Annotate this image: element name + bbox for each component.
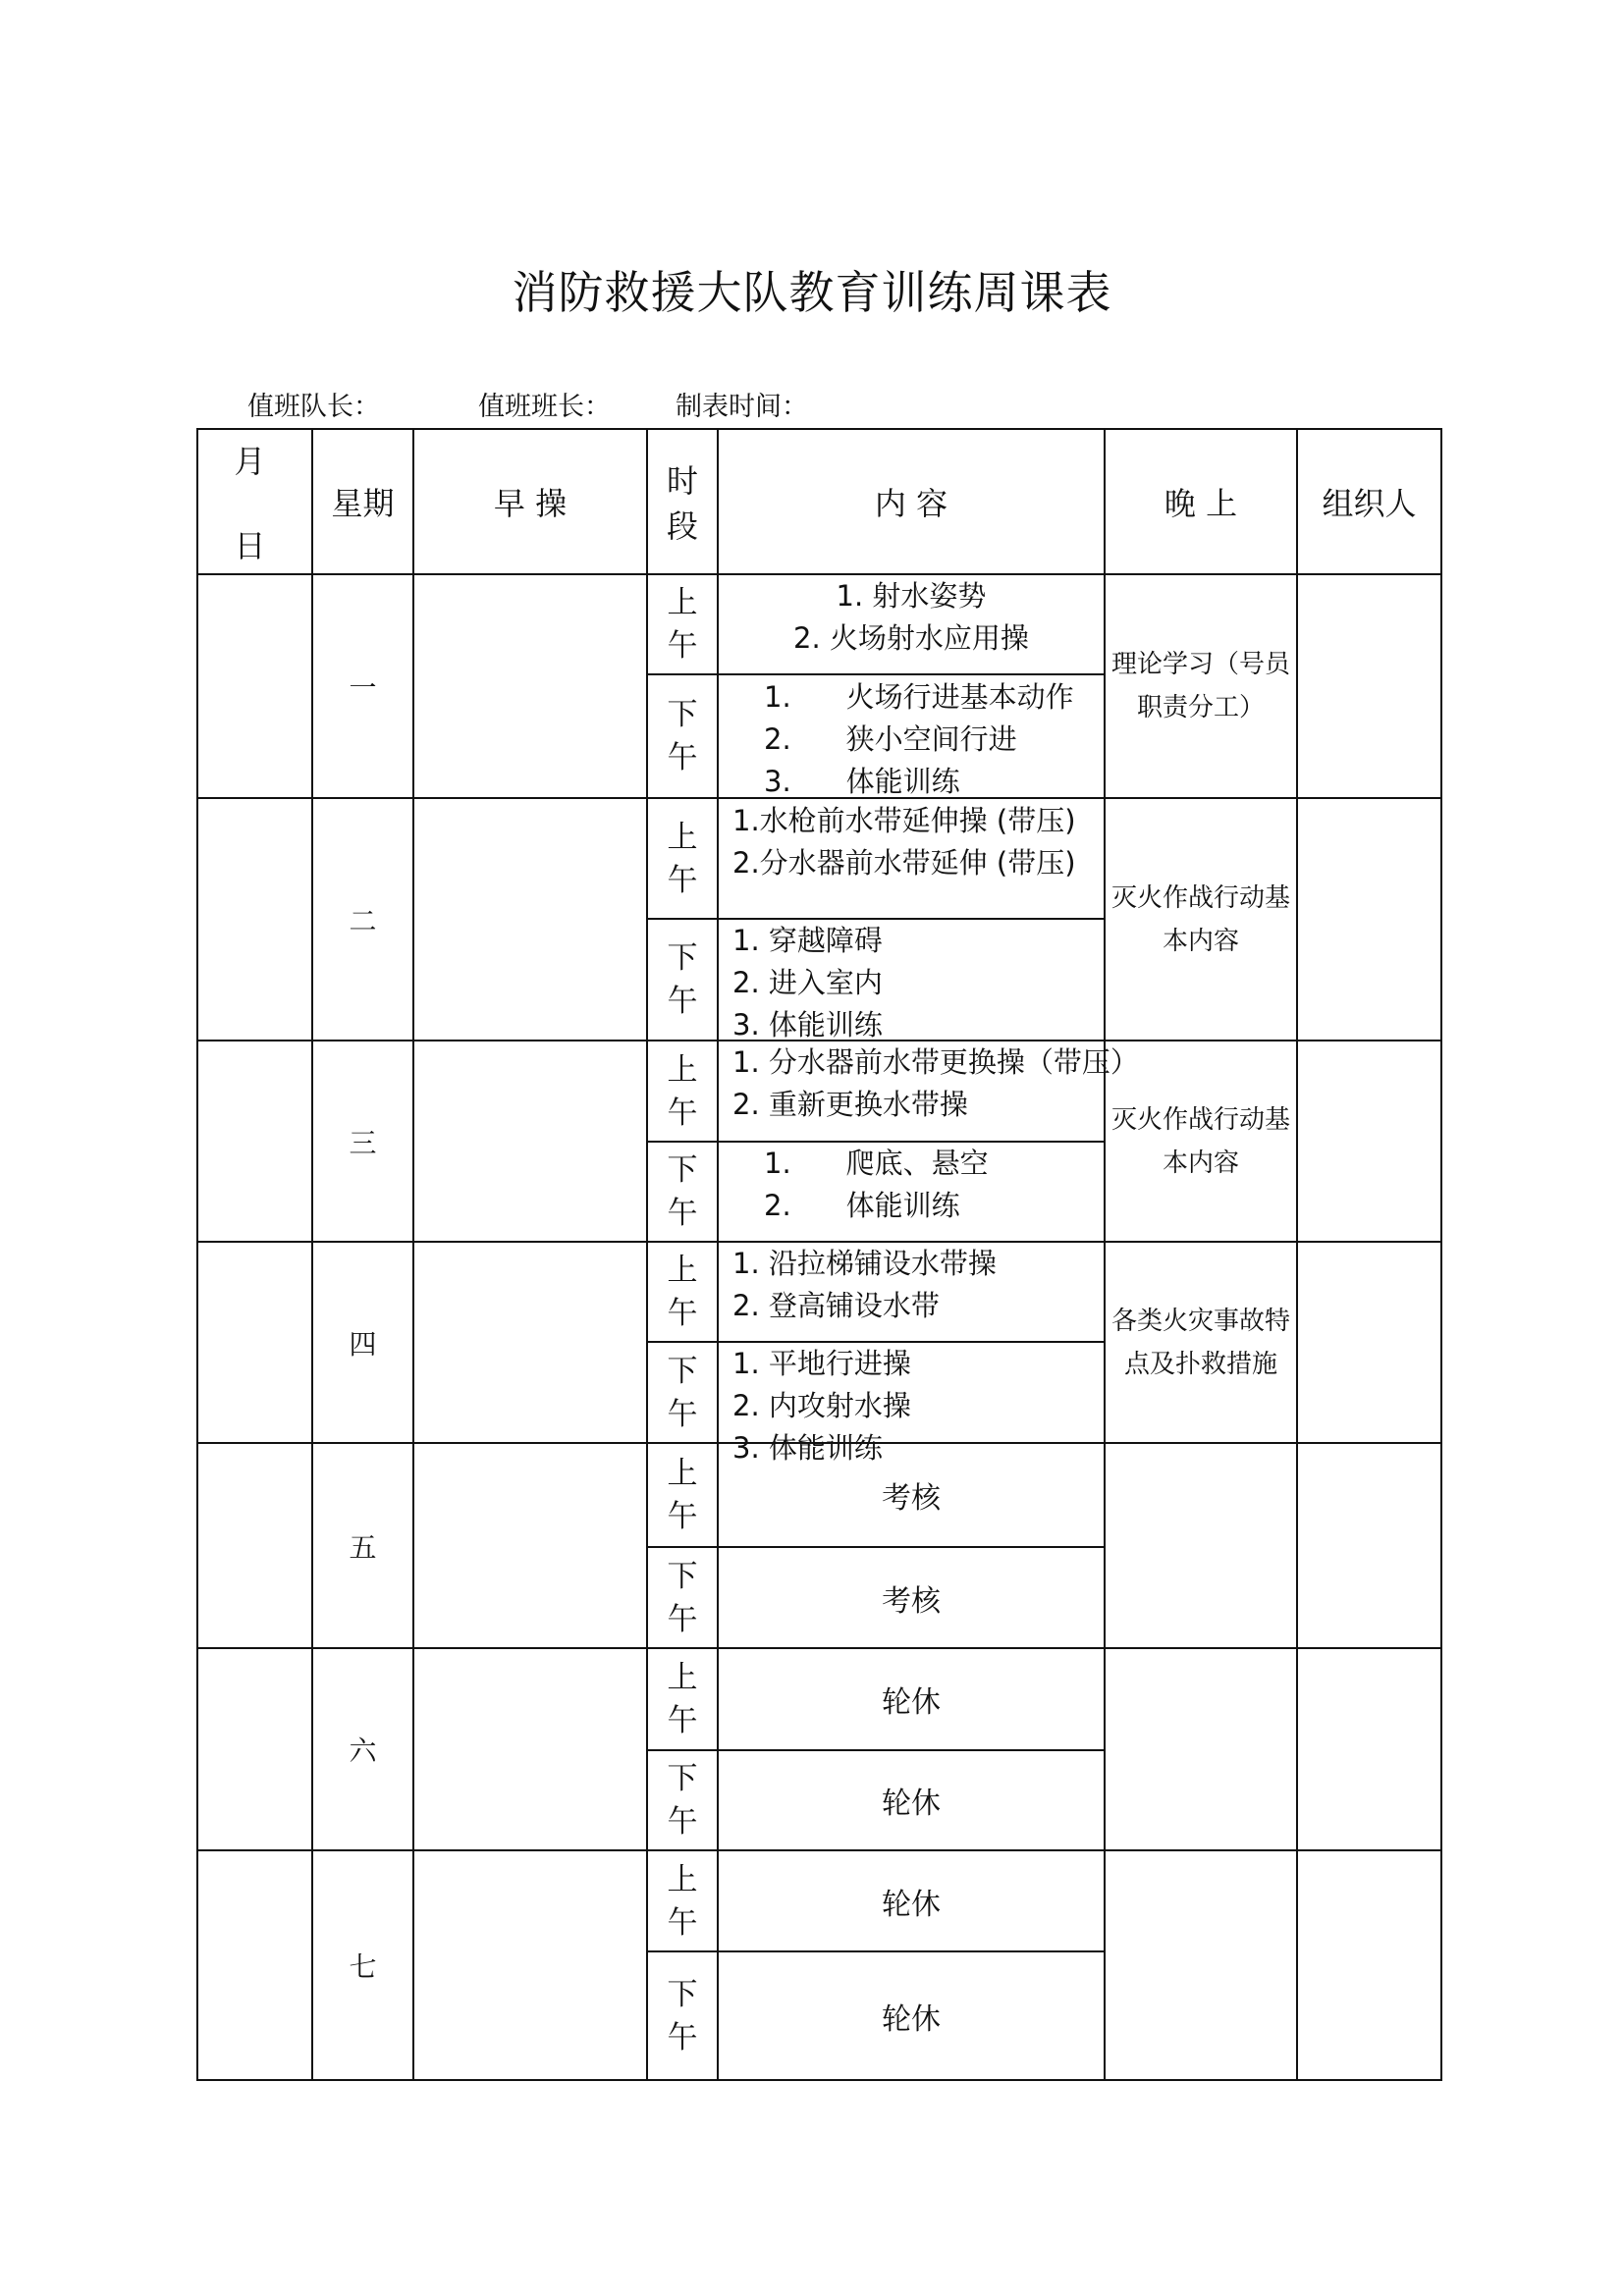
period-header-2: 段 <box>666 507 698 545</box>
morning-exercise-cell <box>413 1242 647 1443</box>
table-row <box>197 1850 1441 1951</box>
period-pm: 下 午 <box>647 1142 718 1242</box>
weekday-header: 星期 <box>312 429 413 574</box>
morning-exercise-cell <box>413 574 647 798</box>
content-header: 内 容 <box>718 429 1105 574</box>
content-item: 1. 平地行进操 <box>732 1347 911 1380</box>
content-item: 1. 爬底、悬空 <box>764 1147 989 1180</box>
organizer-cell <box>1297 1242 1441 1443</box>
evening-cell: 灭火作战行动基本内容 <box>1105 798 1297 1041</box>
organizer-cell <box>1297 1850 1441 2080</box>
period-pm: 下 午 <box>647 1750 718 1850</box>
table-date-label: 制表时间： <box>676 392 808 422</box>
organizer-cell <box>1297 798 1441 1041</box>
organizer-cell <box>1297 1648 1441 1850</box>
content-am: 考核 <box>718 1443 1105 1547</box>
period-pm: 下 午 <box>647 1547 718 1648</box>
month-header: 月 <box>234 443 266 480</box>
weekday-cell: 一 <box>312 574 413 798</box>
table-header-row <box>197 429 1441 574</box>
weekday-cell: 三 <box>312 1041 413 1242</box>
content-am <box>718 574 1105 674</box>
period-am: 上 午 <box>647 1850 718 1951</box>
weekday-cell: 四 <box>312 1242 413 1443</box>
morning-exercise-cell <box>413 1041 647 1242</box>
table-row <box>197 798 1441 919</box>
content-item: 2. 火场射水应用操 <box>793 621 1029 655</box>
evening-cell: 灭火作战行动基本内容 <box>1105 1041 1297 1242</box>
date-cell <box>197 1443 312 1648</box>
weekday-cell: 五 <box>312 1443 413 1648</box>
evening-header: 晚 上 <box>1105 429 1297 574</box>
content-am: 轮休 <box>718 1850 1105 1951</box>
content-item: 1. 沿拉梯铺设水带操 <box>732 1247 997 1280</box>
content-pm <box>718 674 1105 798</box>
content-item: 2.分水器前水带延伸 (带压) <box>732 845 1076 880</box>
content-pm: 轮休 <box>718 1951 1105 2080</box>
content-item: 2. 体能训练 <box>764 1189 960 1222</box>
content-pm <box>718 919 1105 1041</box>
content-item: 2. 内攻射水操 <box>732 1389 911 1422</box>
period-am: 上 午 <box>647 574 718 674</box>
content-item: 3. 体能训练 <box>732 1008 883 1041</box>
content-item: 1. 火场行进基本动作 <box>764 680 1074 714</box>
period-am: 上 午 <box>647 1648 718 1750</box>
organizer-cell <box>1297 1443 1441 1648</box>
content-item: 1. 穿越障碍 <box>732 924 883 957</box>
table-row <box>197 574 1441 674</box>
organizer-header: 组织人 <box>1297 429 1441 574</box>
period-am: 上 午 <box>647 1242 718 1342</box>
content-item: 1. 射水姿势 <box>836 579 987 613</box>
evening-cell: 理论学习（号员职责分工） <box>1105 574 1297 798</box>
morning-exercise-cell <box>413 1648 647 1850</box>
weekday-cell: 二 <box>312 798 413 1041</box>
period-am: 上 午 <box>647 1443 718 1547</box>
period-header <box>647 429 718 574</box>
content-item: 1.水枪前水带延伸操 (带压) <box>732 803 1076 837</box>
content-item: 2. 进入室内 <box>732 966 883 999</box>
table-row <box>197 1041 1441 1142</box>
organizer-cell <box>1297 574 1441 798</box>
period-am: 上 午 <box>647 1041 718 1142</box>
weekday-cell: 六 <box>312 1648 413 1850</box>
duty-captain-label: 值班队长： <box>247 392 380 422</box>
date-cell <box>197 574 312 798</box>
evening-cell <box>1105 1443 1297 1648</box>
content-am <box>718 1242 1105 1342</box>
content-item: 3. 体能训练 <box>732 1431 883 1465</box>
weekday-cell: 七 <box>312 1850 413 2080</box>
day-header: 日 <box>234 527 266 564</box>
date-cell <box>197 1648 312 1850</box>
content-pm <box>718 1342 1105 1465</box>
morning-exercise-cell <box>413 798 647 1041</box>
organizer-cell <box>1297 1041 1441 1242</box>
month-day-header <box>197 429 312 574</box>
content-pm: 轮休 <box>718 1750 1105 1850</box>
date-cell <box>197 1850 312 2080</box>
content-am <box>718 798 1105 919</box>
period-header-1: 时 <box>666 462 698 500</box>
period-pm: 下 午 <box>647 674 718 798</box>
content-am: 轮休 <box>718 1648 1105 1750</box>
content-am <box>718 1041 1139 1142</box>
content-item: 3. 体能训练 <box>764 765 960 798</box>
period-pm: 下 午 <box>647 1951 718 2080</box>
period-pm: 下 午 <box>647 1342 718 1443</box>
duty-squad-leader-label: 值班班长： <box>478 392 611 422</box>
morning-exercise-cell <box>413 1850 647 2080</box>
evening-cell <box>1105 1648 1297 1850</box>
table-row <box>197 1648 1441 1750</box>
content-item: 2. 重新更换水带操 <box>732 1088 968 1121</box>
morning-exercise-header: 早 操 <box>413 429 647 574</box>
content-item: 2. 狭小空间行进 <box>764 722 1017 756</box>
evening-cell: 各类火灾事故特点及扑救措施 <box>1105 1242 1297 1443</box>
content-pm: 考核 <box>718 1547 1105 1648</box>
period-am: 上 午 <box>647 798 718 919</box>
table-row <box>197 1242 1441 1342</box>
weekly-schedule-table <box>196 428 1442 2081</box>
period-pm: 下 午 <box>647 919 718 1041</box>
evening-cell <box>1105 1850 1297 2080</box>
page-title: 消防救援大队教育训练周课表 <box>512 266 1112 319</box>
content-pm <box>718 1142 1105 1242</box>
content-item: 2. 登高铺设水带 <box>732 1289 940 1322</box>
date-cell <box>197 1242 312 1443</box>
date-cell <box>197 1041 312 1242</box>
date-cell <box>197 798 312 1041</box>
morning-exercise-cell <box>413 1443 647 1648</box>
content-item: 1. 分水器前水带更换操（带压） <box>732 1045 1139 1079</box>
